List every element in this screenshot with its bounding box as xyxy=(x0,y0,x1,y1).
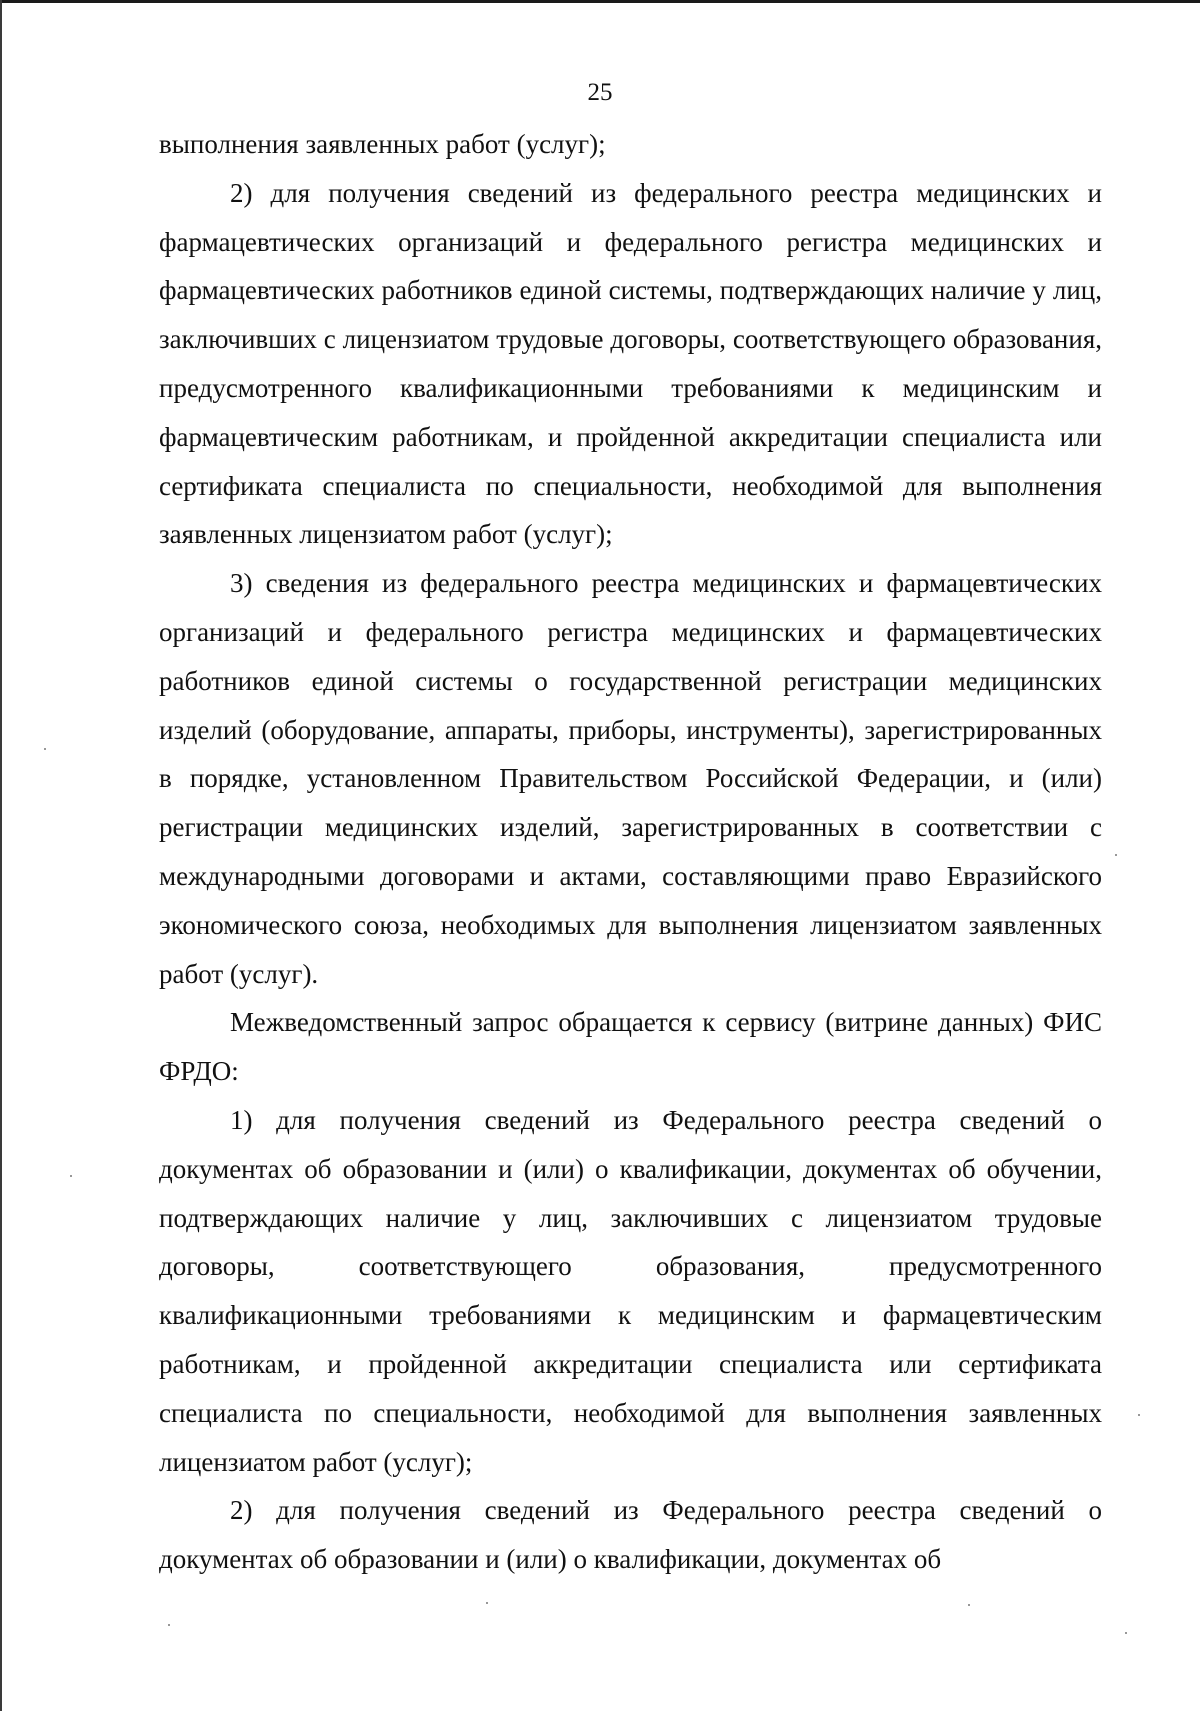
paragraph-continuation: выполнения заявленных работ (услуг); xyxy=(159,129,606,159)
scan-speck xyxy=(1115,854,1117,856)
scan-speck xyxy=(1125,1632,1127,1634)
scan-speck xyxy=(168,1624,170,1626)
scan-speck xyxy=(968,1604,970,1606)
scan-speck xyxy=(1138,1414,1140,1416)
page-number: 25 xyxy=(587,79,613,106)
paragraph-item-2-registry: 2) для получения сведений из федерального реестра медицинских и фармацевтических организаций и федерального регистра медицинских и фармацевтических работников единой системы, подтверждающих наличие у лиц, заключивших с лицензиатом трудовые договоры, соответствующего образования, предусмотренного квалификационными требованиями к медицинским и фармацевтическим работникам, и пройденной аккредитации специалиста или сертификата специалиста по специальности, необходимой для выполнения заявленных лицензиатом работ (услуг); xyxy=(159,177,1102,550)
scan-speck xyxy=(486,1602,488,1604)
scan-speck xyxy=(44,748,46,750)
paragraph-item-3-devices: 3) сведения из федерального реестра медицинских и фармацевтических организаций и федерального регистра медицинских и фармацевтических работников единой системы о государственной регистрации медицинских изделий (оборудование, аппараты, приборы, инструменты), зарегистрированных в порядке, установленном Правительством Российской Федерации, и (или) регистрации медицинских изделий, зарегистрированных в соответствии с международными договорами и актами, составляющими право Евразийского экономического союза, необходимых для выполнения лицензиатом заявленных работ (услуг). xyxy=(159,568,1102,989)
paragraph-item-2-education: 2) для получения сведений из Федерального реестра сведений о документах об образовании и (или) о квалификации, документах об xyxy=(159,1495,1102,1575)
scan-edge-top xyxy=(0,0,1200,3)
paragraph-fis-frdo-intro: Межведомственный запрос обращается к сервису (витрине данных) ФИС ФРДО: xyxy=(159,1007,1102,1087)
scan-edge-left xyxy=(0,0,2,1711)
body-text xyxy=(159,120,1102,1584)
paragraph-item-1-education: 1) для получения сведений из Федерального реестра сведений о документах об образовании и (или) о квалификации, документах об обучении, подтверждающих наличие у лиц, заключивших с лицензиатом трудовые договоры, соответствующего образования, предусмотренного квалификационными требованиями к медицинским и фармацевтическим работникам, и пройденной аккредитации специалиста или сертификата специалиста по специальности, необходимой для выполнения заявленных лицензиатом работ (услуг); xyxy=(159,1104,1102,1477)
scan-speck xyxy=(70,1175,72,1177)
